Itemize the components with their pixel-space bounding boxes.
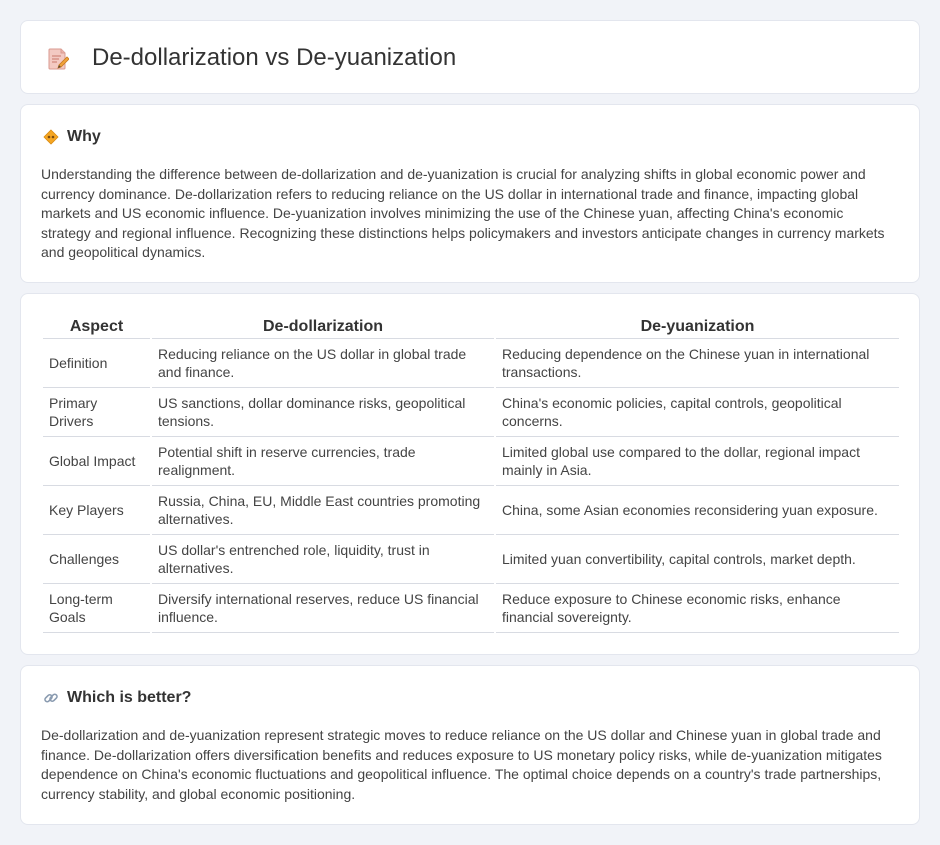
why-section (20, 104, 920, 283)
why-heading (43, 127, 101, 147)
de-yuanization-cell: China's economic policies, capital controls, geopolitical concerns. (495, 388, 899, 437)
why-text: Understanding the difference between de-dollarization and de-yuanization is crucial for analyzing shifts in global economic power and currency dominance. De-dollarization refers to reducing reliance on the US dollar in international trade and finance, impacting global markets and US economic influence. De-yuanization involves minimizing the use of the Chinese yuan, affecting China's economic strategy and regional influence. Recognizing these distinctions helps policymakers and investors anticipate changes in currency markets and geopolitical dynamics. (41, 166, 885, 261)
aspect-cell: Key Players (43, 486, 151, 535)
why-title: Why (67, 128, 101, 145)
better-title: Which is better? (67, 689, 192, 706)
aspect-cell: Definition (43, 339, 151, 388)
de-dollarization-cell: Diversify international reserves, reduce US financial influence. (151, 584, 495, 633)
better-text: De-dollarization and de-yuanization represent strategic moves to reduce reliance on the US dollar and Chinese yuan in global trade and finance. De-dollarization offers diversification benefits and reduces exposure to US monetary policy risks, while de-yuanization mitigates dependence on China's economic fluctuations and geopolitical influence. The optimal choice depends on a country's trade partnerships, currency stability, and global economic positioning. (41, 727, 882, 802)
de-dollarization-cell: Potential shift in reserve currencies, trade realignment. (151, 437, 495, 486)
de-yuanization-cell: China, some Asian economies reconsidering yuan exposure. (495, 486, 899, 535)
de-dollarization-cell: Russia, China, EU, Middle East countries promoting alternatives. (151, 486, 495, 535)
header-de-yuanization: De-yuanization (495, 316, 899, 339)
aspect-cell: Challenges (43, 535, 151, 584)
comparison-section (20, 293, 920, 655)
header-de-dollarization: De-dollarization (151, 316, 495, 339)
table-row (43, 339, 899, 388)
header-aspect: Aspect (43, 316, 151, 339)
de-dollarization-cell: US dollar's entrenched role, liquidity, trust in alternatives. (151, 535, 495, 584)
aspect-cell: Primary Drivers (43, 388, 151, 437)
de-dollarization-cell: Reducing reliance on the US dollar in global trade and finance. (151, 339, 495, 388)
better-heading (43, 688, 191, 708)
de-yuanization-cell: Limited global use compared to the dollar, regional impact mainly in Asia. (495, 437, 899, 486)
table-header-row (43, 316, 899, 339)
de-yuanization-cell: Reduce exposure to Chinese economic risks, enhance financial sovereignty. (495, 584, 899, 633)
comparison-table (43, 316, 899, 633)
table-row (43, 535, 899, 584)
de-yuanization-cell: Reducing dependence on the Chinese yuan in international transactions. (495, 339, 899, 388)
diamond-icon (43, 129, 59, 145)
table-row (43, 584, 899, 633)
aspect-cell: Global Impact (43, 437, 151, 486)
document-pencil-icon (47, 47, 69, 71)
header-card (20, 20, 920, 94)
which-is-better-section (20, 665, 920, 825)
table-row (43, 437, 899, 486)
aspect-cell: Long-term Goals (43, 584, 151, 633)
page-title: De-dollarization vs De-yuanization (92, 44, 457, 71)
table-row (43, 486, 899, 535)
link-icon (43, 690, 59, 706)
de-yuanization-cell: Limited yuan convertibility, capital controls, market depth. (495, 535, 899, 584)
table-row (43, 388, 899, 437)
de-dollarization-cell: US sanctions, dollar dominance risks, geopolitical tensions. (151, 388, 495, 437)
